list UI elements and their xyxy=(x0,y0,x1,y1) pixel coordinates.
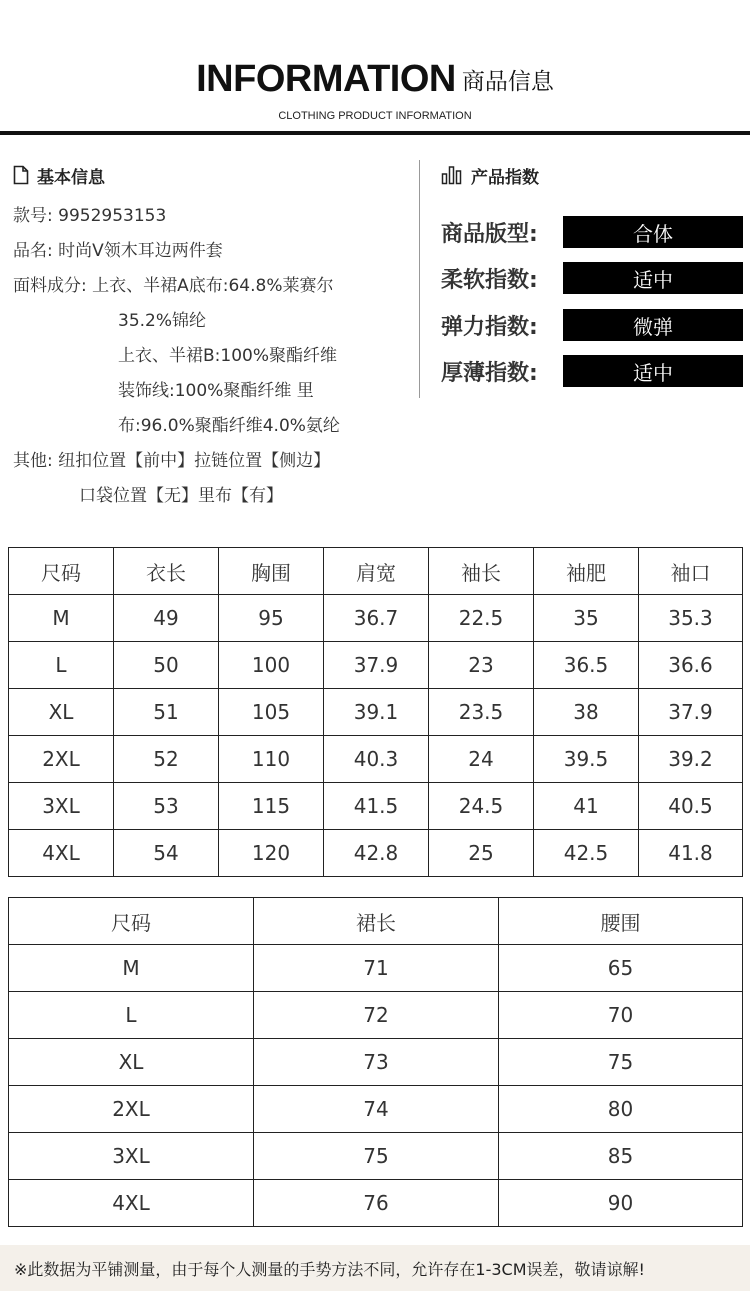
header-cell: 袖口 xyxy=(639,548,743,595)
table-cell: 54 xyxy=(114,830,219,877)
info-fabric-line-3: 上衣、半裙B:100%聚酯纤维 xyxy=(118,346,337,366)
size-cell: M xyxy=(9,945,254,992)
basic-info-title-text: 基本信息 xyxy=(37,167,105,188)
measurement-note-text: ※此数据为平铺测量，由于每个人测量的手势方法不同，允许存在1-3CM误差，敬请谅解! xyxy=(14,1259,645,1279)
table-cell: 39.1 xyxy=(324,689,429,736)
table-cell: 25 xyxy=(429,830,534,877)
table-cell: 23 xyxy=(429,642,534,689)
product-index-section xyxy=(441,160,743,386)
table-cell: 85 xyxy=(499,1133,743,1180)
basic-info-title xyxy=(13,160,413,190)
table-cell: 105 xyxy=(219,689,324,736)
index-row-softness xyxy=(441,261,743,295)
table-row xyxy=(9,830,743,877)
table-cell: 75 xyxy=(254,1133,499,1180)
index-row-elasticity xyxy=(441,308,743,342)
table-cell: 49 xyxy=(114,595,219,642)
title-row xyxy=(0,58,750,101)
table-row xyxy=(9,1180,743,1227)
table-cell: 36.7 xyxy=(324,595,429,642)
table-cell: 24 xyxy=(429,736,534,783)
size-cell: 3XL xyxy=(9,783,114,830)
index-label: 柔软指数: xyxy=(441,267,538,293)
table-cell: 50 xyxy=(114,642,219,689)
table-row xyxy=(9,992,743,1039)
info-other: 其他: 纽扣位置【前中】拉链位置【侧边】 xyxy=(13,451,331,471)
index-value: 合体 xyxy=(563,216,743,248)
table-cell: 36.6 xyxy=(639,642,743,689)
table-row xyxy=(9,1039,743,1086)
header-divider xyxy=(0,131,750,135)
table-cell: 35 xyxy=(534,595,639,642)
size-cell: 3XL xyxy=(9,1133,254,1180)
index-value: 适中 xyxy=(563,355,743,387)
bar-chart-icon xyxy=(441,165,463,185)
index-row-fit xyxy=(441,215,743,249)
product-index-title xyxy=(441,160,743,190)
index-row-thickness xyxy=(441,354,743,388)
table-cell: 38 xyxy=(534,689,639,736)
info-fabric: 面料成分: 上衣、半裙A底布:64.8%莱赛尔 xyxy=(13,276,334,296)
size-cell: M xyxy=(9,595,114,642)
table-cell: 80 xyxy=(499,1086,743,1133)
table-row xyxy=(9,689,743,736)
size-cell: 4XL xyxy=(9,1180,254,1227)
table-cell: 23.5 xyxy=(429,689,534,736)
index-value: 微弹 xyxy=(563,309,743,341)
table-cell: 37.9 xyxy=(639,689,743,736)
table-cell: 22.5 xyxy=(429,595,534,642)
table-cell: 71 xyxy=(254,945,499,992)
size-cell: L xyxy=(9,992,254,1039)
table-cell: 36.5 xyxy=(534,642,639,689)
table-cell: 65 xyxy=(499,945,743,992)
table-cell: 41 xyxy=(534,783,639,830)
table-row xyxy=(9,736,743,783)
index-label: 弹力指数: xyxy=(441,314,538,340)
page-header xyxy=(0,0,750,140)
table-cell: 42.5 xyxy=(534,830,639,877)
table-row xyxy=(9,783,743,830)
table-cell: 90 xyxy=(499,1180,743,1227)
skirt-size-table xyxy=(8,897,743,1227)
header-cell: 胸围 xyxy=(219,548,324,595)
table-cell: 53 xyxy=(114,783,219,830)
table-header-row xyxy=(9,548,743,595)
info-other-line-2: 口袋位置【无】里布【有】 xyxy=(79,486,283,506)
table-cell: 73 xyxy=(254,1039,499,1086)
table-row xyxy=(9,595,743,642)
product-index-title-text: 产品指数 xyxy=(471,167,539,188)
table-cell: 75 xyxy=(499,1039,743,1086)
table-header-row xyxy=(9,898,743,945)
table-cell: 76 xyxy=(254,1180,499,1227)
size-cell: L xyxy=(9,642,114,689)
size-cell: XL xyxy=(9,689,114,736)
basic-info-section xyxy=(13,160,413,190)
table-cell: 95 xyxy=(219,595,324,642)
title-english: INFORMATION xyxy=(196,58,456,100)
header-cell: 袖肥 xyxy=(534,548,639,595)
table-cell: 39.5 xyxy=(534,736,639,783)
table-cell: 74 xyxy=(254,1086,499,1133)
size-cell: XL xyxy=(9,1039,254,1086)
table-cell: 110 xyxy=(219,736,324,783)
index-value: 适中 xyxy=(563,262,743,294)
table-row xyxy=(9,642,743,689)
table-cell: 51 xyxy=(114,689,219,736)
subtitle: CLOTHING PRODUCT INFORMATION xyxy=(278,110,472,122)
info-style-number: 款号: 9952953153 xyxy=(13,206,167,226)
table-row xyxy=(9,1133,743,1180)
header-cell: 裙长 xyxy=(254,898,499,945)
table-cell: 115 xyxy=(219,783,324,830)
header-cell: 袖长 xyxy=(429,548,534,595)
info-product-name: 品名: 时尚V领木耳边两件套 xyxy=(13,241,223,261)
table-cell: 100 xyxy=(219,642,324,689)
measurement-note xyxy=(0,1245,750,1291)
size-cell: 2XL xyxy=(9,1086,254,1133)
table-cell: 70 xyxy=(499,992,743,1039)
size-cell: 2XL xyxy=(9,736,114,783)
header-cell: 尺码 xyxy=(9,898,254,945)
title-chinese: 商品信息 xyxy=(461,69,554,95)
info-fabric-line-5: 布:96.0%聚酯纤维4.0%氨纶 xyxy=(118,416,340,436)
table-cell: 42.8 xyxy=(324,830,429,877)
table-cell: 52 xyxy=(114,736,219,783)
index-label: 厚薄指数: xyxy=(441,360,538,386)
top-size-table xyxy=(8,547,743,877)
size-cell: 4XL xyxy=(9,830,114,877)
table-cell: 35.3 xyxy=(639,595,743,642)
table-cell: 40.3 xyxy=(324,736,429,783)
table-cell: 24.5 xyxy=(429,783,534,830)
header-cell: 衣长 xyxy=(114,548,219,595)
index-label: 商品版型: xyxy=(441,221,538,247)
table-cell: 39.2 xyxy=(639,736,743,783)
info-fabric-line-4: 装饰线:100%聚酯纤维 里 xyxy=(118,381,314,401)
header-cell: 肩宽 xyxy=(324,548,429,595)
table-cell: 72 xyxy=(254,992,499,1039)
table-cell: 37.9 xyxy=(324,642,429,689)
table-cell: 41.5 xyxy=(324,783,429,830)
header-cell: 腰围 xyxy=(499,898,743,945)
table-row xyxy=(9,1086,743,1133)
table-row xyxy=(9,945,743,992)
section-divider xyxy=(419,160,420,398)
info-fabric-line-2: 35.2%锦纶 xyxy=(118,311,207,331)
document-icon xyxy=(13,165,29,185)
table-cell: 41.8 xyxy=(639,830,743,877)
table-cell: 40.5 xyxy=(639,783,743,830)
header-cell: 尺码 xyxy=(9,548,114,595)
table-cell: 120 xyxy=(219,830,324,877)
